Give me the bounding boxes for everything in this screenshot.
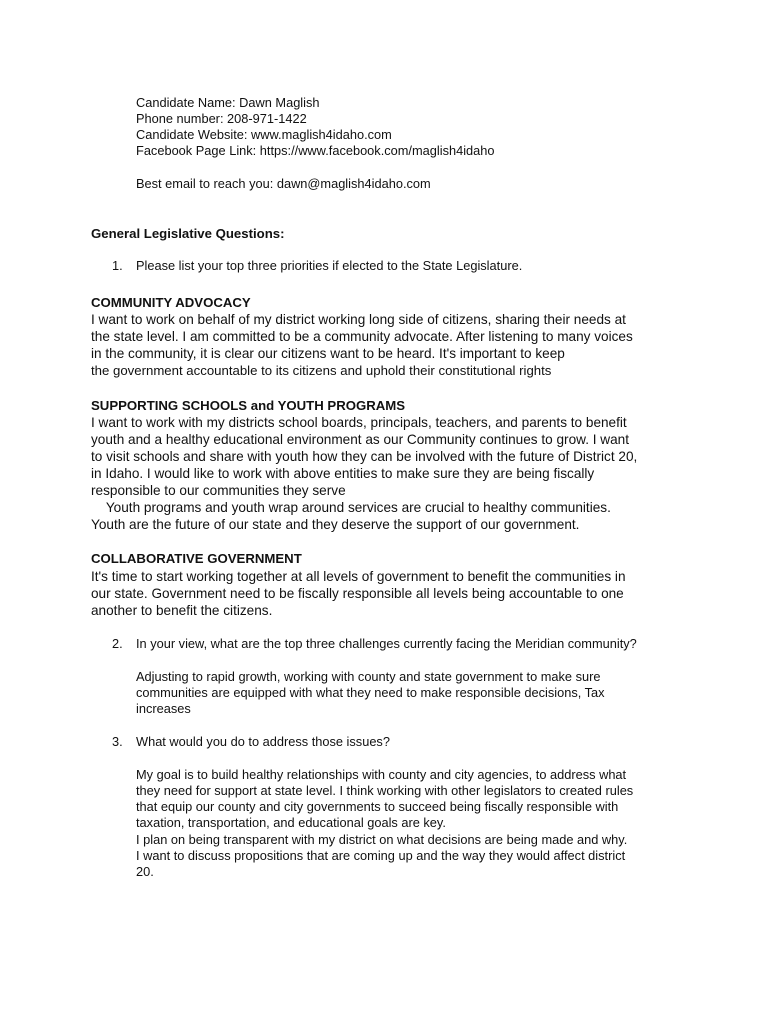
q3-text: What would you do to address those issues? — [136, 734, 390, 749]
q3-answer-line: I plan on being transparent with my district on what decisions are being made and why. — [136, 832, 628, 847]
q3-answer-line: I want to discuss propositions that are coming up and the way they would affect district — [136, 848, 626, 863]
q3-answer-line: they need for support at state level. I think working with other legislators to created rules — [136, 783, 634, 798]
email-line: Best email to reach you: dawn@maglish4idaho.com — [136, 176, 431, 191]
advocacy-line: in the community, it is clear our citizens want to be heard. It's important to keep — [91, 346, 565, 361]
schools-heading: SUPPORTING SCHOOLS and YOUTH PROGRAMS — [91, 398, 406, 413]
schools-line: Youth programs and youth wrap around services are crucial to healthy communities. — [91, 500, 611, 515]
candidate-name: Candidate Name: Dawn Maglish — [136, 95, 320, 110]
collab-line: It's time to start working together at all levels of government to benefit the communities in — [91, 569, 626, 584]
phone-number: Phone number: 208-971-1422 — [136, 111, 307, 126]
q2-answer-line: Adjusting to rapid growth, working with county and state government to make sure — [136, 669, 601, 684]
q2-answer-line: increases — [136, 701, 191, 716]
q3-answer-line: 20. — [136, 864, 154, 879]
collab-line: our state. Government need to be fiscally responsible all levels being accountable to one — [91, 586, 624, 601]
q2-text: In your view, what are the top three challenges currently facing the Meridian community? — [136, 636, 637, 651]
schools-line: Youth are the future of our state and they deserve the support of our government. — [91, 517, 580, 532]
schools-line: I want to work with my districts school boards, principals, teachers, and parents to benefit — [91, 415, 627, 430]
schools-line: responsible to our communities they serve — [91, 483, 346, 498]
q3-answer-line: that equip our county and city governments to succeed being fiscally responsible with — [136, 799, 619, 814]
q2-number: 2. — [112, 636, 123, 651]
q3-answer-line: taxation, transportation, and educational goals are key. — [136, 815, 446, 830]
collab-line: another to benefit the citizens. — [91, 603, 273, 618]
collab-heading: COLLABORATIVE GOVERNMENT — [91, 551, 302, 566]
advocacy-line: the state level. I am committed to be a community advocate. After listening to many voices — [91, 329, 633, 344]
schools-line: in Idaho. I would like to work with above entities to make sure they are being fiscally — [91, 466, 595, 481]
q3-number: 3. — [112, 734, 123, 749]
section-heading: General Legislative Questions: — [91, 226, 285, 241]
schools-line: youth and a healthy educational environment as our Community continues to grow. I want — [91, 432, 630, 447]
facebook-link: Facebook Page Link: https://www.facebook.com/maglish4idaho — [136, 143, 495, 158]
advocacy-line: the government accountable to its citizens and uphold their constitutional rights — [91, 363, 552, 378]
q1-text: Please list your top three priorities if elected to the State Legislature. — [136, 258, 523, 273]
advocacy-heading: COMMUNITY ADVOCACY — [91, 295, 251, 310]
q2-answer-line: communities are equipped with what they need to make responsible decisions, Tax — [136, 685, 605, 700]
q1-number: 1. — [112, 258, 123, 273]
schools-line: to visit schools and share with youth how they can be involved with the future of District 20, — [91, 449, 638, 464]
candidate-website: Candidate Website: www.maglish4idaho.com — [136, 127, 392, 142]
advocacy-line: I want to work on behalf of my district working long side of citizens, sharing their needs at — [91, 312, 626, 327]
q3-answer-line: My goal is to build healthy relationships with county and city agencies, to address what — [136, 767, 627, 782]
